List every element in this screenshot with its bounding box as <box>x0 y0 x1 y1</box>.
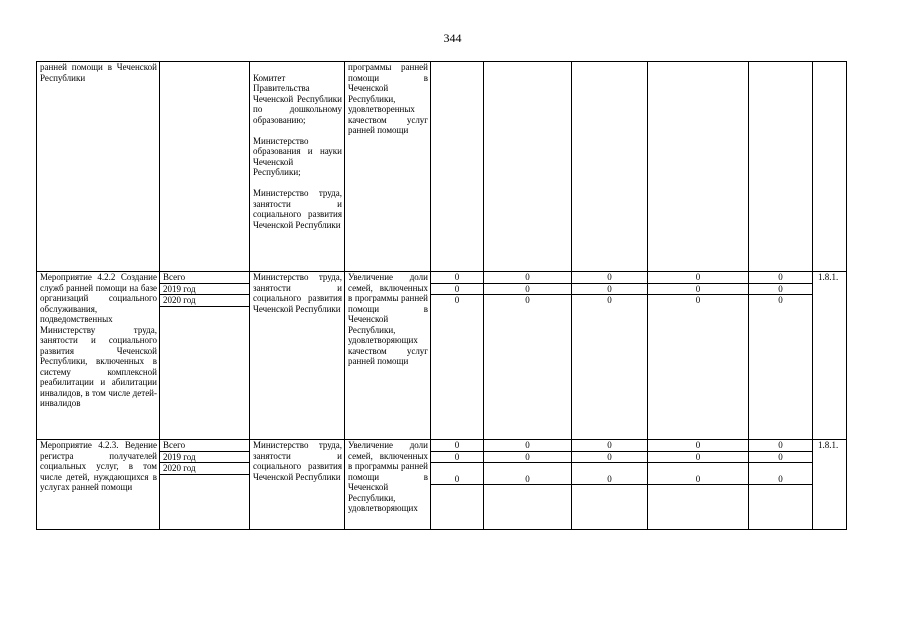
activity-cell: Мероприятие 4.2.3. Ведение регистра получателей социальных услуг, в том числе детей, нуждающихся в услугах ранней помощи <box>37 440 160 530</box>
value-cell: 0 0 0 <box>648 272 749 440</box>
table-row <box>37 62 847 272</box>
value-cell <box>648 62 749 272</box>
value-cell: 0 0 0 <box>749 440 813 530</box>
value-cell: 0 0 0 <box>431 440 484 530</box>
page-number: 344 <box>443 31 462 45</box>
executor-cell: Министерство труда, занятости и социального развития Чеченской Республики <box>250 440 345 530</box>
period-year: 2019 год <box>160 283 249 295</box>
period-total: Всего <box>160 272 249 283</box>
period-list <box>160 272 249 307</box>
value-cell: 0 0 0 <box>572 272 648 440</box>
value-cell: 0 0 0 <box>431 272 484 440</box>
period-year: 2020 год <box>160 295 249 307</box>
activity-cell: Мероприятие 4.2.2 Создание служб ранней помощи на базе организаций социального обслуживания, подведомственных Министерству труда, занятости и социального развития Чеченской Республики, включенных в систему комплексной реабилитации и абилитации инвалидов, в том числе детей-инвалидов <box>37 272 160 440</box>
period-cell <box>160 62 250 272</box>
value-cell: 0 0 0 <box>484 272 572 440</box>
value-cell <box>749 62 813 272</box>
result-cell: Увеличение доли семей, включенных в программы ранней помощи в Чеченской Республики, удовлетворяющих <box>345 440 431 530</box>
executor-cell: Комитет Правительства Чеченской Республики по дошкольному образованию; Министерство образования и науки Чеченской Республики; Министерство труда, занятости и социального развития Чеченской Республики <box>250 62 345 272</box>
period-year: 2020 год <box>160 463 249 475</box>
value-cell: 0 0 0 <box>484 440 572 530</box>
indicator-code-cell: 1.8.1. <box>813 272 847 440</box>
indicator-code-cell <box>813 62 847 272</box>
value-cell <box>431 62 484 272</box>
period-cell <box>160 440 250 530</box>
table-row <box>37 440 847 530</box>
result-cell: Увеличение доли семей, включенных в программы ранней помощи в Чеченской Республики, удовлетворяющих качеством услуг ранней помощи <box>345 272 431 440</box>
indicator-code-cell: 1.8.1. <box>813 440 847 530</box>
period-total: Всего <box>160 440 249 451</box>
period-list <box>160 440 249 475</box>
table-row <box>37 272 847 440</box>
value-cell <box>484 62 572 272</box>
value-cell <box>572 62 648 272</box>
period-cell <box>160 272 250 440</box>
activity-cell: ранней помощи в Чеченской Республики <box>37 62 160 272</box>
result-cell: программы ранней помощи в Чеченской Республики, удовлетворенных качеством услуг ранней помощи <box>345 62 431 272</box>
executor-cell: Министерство труда, занятости и социального развития Чеченской Республики <box>250 272 345 440</box>
program-activities-table <box>36 61 847 530</box>
value-cell: 0 0 0 <box>749 272 813 440</box>
value-cell: 0 0 0 <box>648 440 749 530</box>
value-cell: 0 0 0 <box>572 440 648 530</box>
period-year: 2019 год <box>160 451 249 463</box>
